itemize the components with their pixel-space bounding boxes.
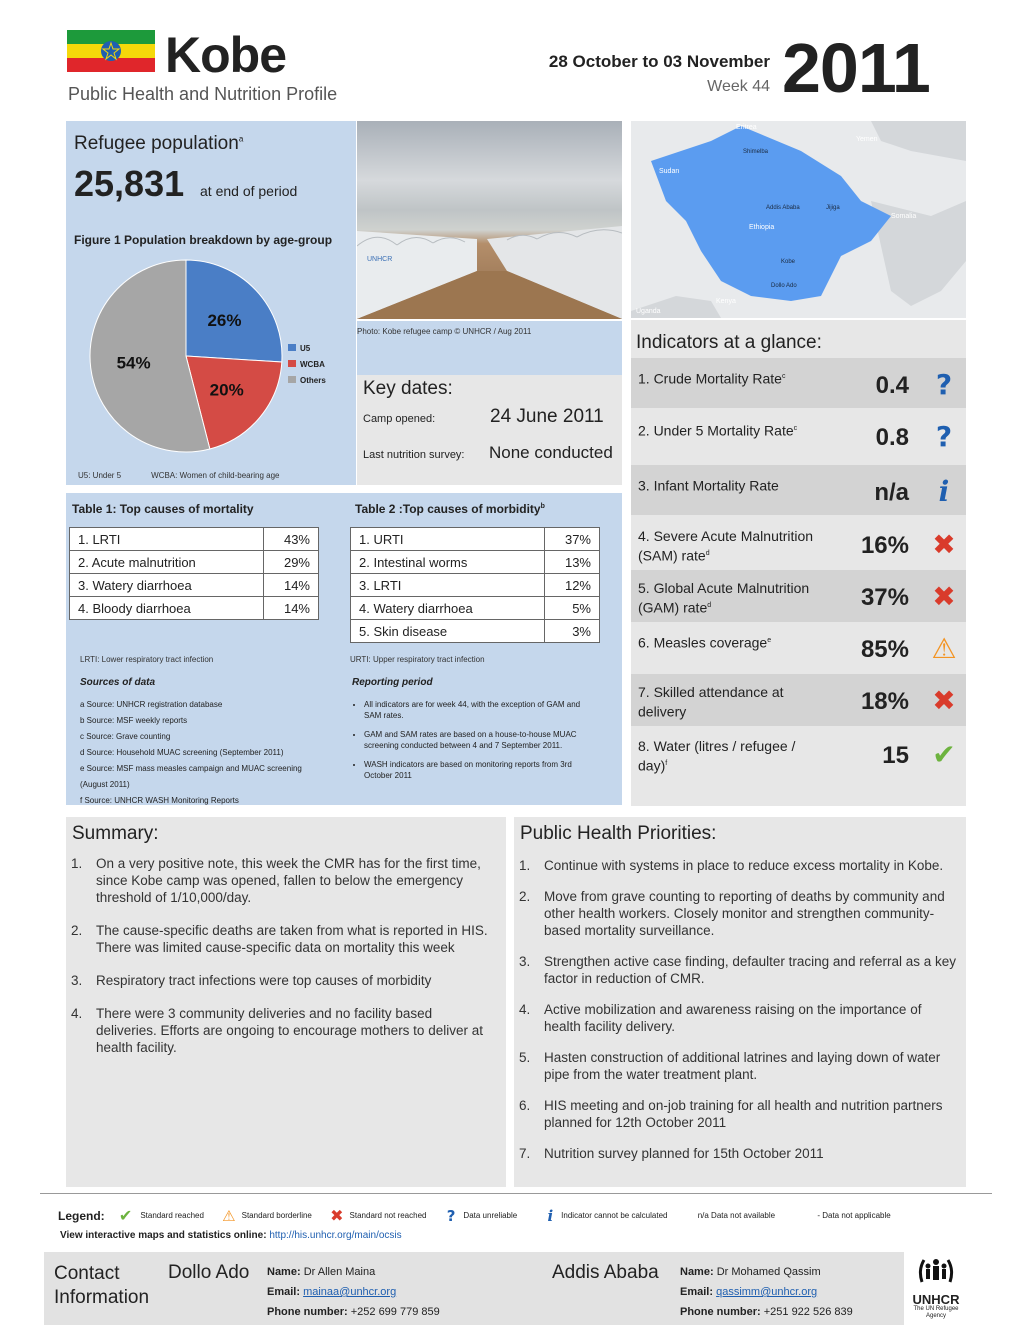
cause-cell: 3. Watery diarrhoea xyxy=(70,574,264,597)
camp-name: Kobe xyxy=(165,27,286,83)
indicator-label: 8. Water (litres / refugee / day)$^f$ xyxy=(638,738,796,774)
contact-title: Contact Information xyxy=(54,1263,150,1308)
indicator-label: 1. Crude Mortality Rate$^c$ xyxy=(638,370,786,387)
indicator-row xyxy=(631,518,966,570)
contact-1-email[interactable]: mainaa@unhcr.org xyxy=(303,1286,397,1298)
survey-value: None conducted xyxy=(489,443,613,462)
cause-cell: 1. URTI xyxy=(351,528,545,551)
photo-caption: Photo: Kobe refugee camp © UNHCR / Aug 2011 xyxy=(357,321,622,375)
legend-cannot-calc: Indicator cannot be calculated xyxy=(561,1211,668,1220)
table-row xyxy=(351,597,600,620)
table-row xyxy=(351,620,600,643)
list-item: 4. Active mobilization and awareness raising on the importance of health facility delivery. xyxy=(519,1002,922,1034)
list-item: 7. Nutrition survey planned for 15th October 2011 xyxy=(519,1146,824,1161)
percent-cell: 43% xyxy=(264,528,319,551)
map-label-shimelba: Shimelba xyxy=(743,149,769,155)
population-count: 25,831 xyxy=(74,163,185,204)
legend-wcba-swatch xyxy=(288,360,296,367)
cause-cell: 5. Skin disease xyxy=(351,620,545,643)
contact-2-email[interactable]: qassimm@unhcr.org xyxy=(716,1286,818,1298)
source-item: b Source: MSF weekly reports xyxy=(80,716,188,725)
reporting-item: • All indicators are for week 44, with the exception of GAM and SAM rates. xyxy=(364,699,582,721)
table-row xyxy=(70,528,319,551)
indicator-label: 7. Skilled attendance at delivery xyxy=(638,684,784,720)
question-icon: ? xyxy=(935,420,953,453)
sources-title: Sources of data xyxy=(80,677,156,688)
legend-not-applicable: - Data not applicable xyxy=(817,1211,891,1220)
contact-bar xyxy=(44,1252,904,1325)
contact-2-phone: +251 922 526 839 xyxy=(763,1306,853,1318)
online-line xyxy=(60,1230,402,1241)
cause-cell: 4. Bloody diarrhoea xyxy=(70,597,264,620)
pie-label-wcba: 20% xyxy=(209,380,244,400)
table-row xyxy=(70,597,319,620)
unhcr-logo-text: UNHCR xyxy=(912,1292,960,1307)
table-row xyxy=(351,528,600,551)
legend-na: n/a Data not available xyxy=(697,1211,776,1220)
report-year: 2011 xyxy=(782,29,930,107)
check-icon: ✔ xyxy=(932,738,956,771)
indicator-label: 4. Severe Acute Malnutrition (SAM) rate$^d$ xyxy=(638,528,814,564)
source-item: c Source: Grave counting xyxy=(80,732,171,741)
sources-list xyxy=(80,697,330,809)
map-label-kobe: Kobe xyxy=(781,259,796,265)
indicator-value: n/a xyxy=(874,479,909,506)
list-item: 3. Strengthen active case finding, defaulter tracing and referral as a key factor in reduction of CMR. xyxy=(519,954,956,986)
priorities-list xyxy=(514,857,959,1176)
reporting-item: • WASH indicators are based on monitoring reports from 3rd October 2011 xyxy=(364,759,582,781)
priorities-title: Public Health Priorities: xyxy=(520,823,717,844)
table-row xyxy=(70,574,319,597)
indicator-value: 0.4 xyxy=(875,372,909,399)
online-label: View interactive maps and statistics online: xyxy=(60,1230,267,1241)
indicators-panel xyxy=(631,320,966,806)
key-dates-panel xyxy=(357,375,622,485)
legend-u5: U5 xyxy=(288,339,326,358)
summary-list xyxy=(66,855,496,1072)
info-icon: i xyxy=(547,1206,554,1225)
warning-icon: ⚠ xyxy=(222,1206,236,1225)
percent-cell: 14% xyxy=(264,597,319,620)
reporting-title: Reporting period xyxy=(352,677,433,688)
contact-2-name: Dr Mohamed Qassim xyxy=(716,1266,821,1278)
info-icon: i xyxy=(938,475,950,508)
svg-text:UNHCR: UNHCR xyxy=(367,256,393,263)
population-period: at end of period xyxy=(200,183,298,199)
map-label-somalia: Somalia xyxy=(891,213,917,220)
map-label-eritrea: Eritrea xyxy=(736,124,757,131)
list-item: 1. On a very positive note, this week the CMR has for the first time, since Kobe camp was opened, fallen to below the emergency threshold of 1/10,000/day. xyxy=(71,856,481,905)
mortality-table xyxy=(69,527,319,620)
list-item: 4. There were 3 community deliveries and no facility based deliveries. Efforts are ongoing to encourage mothers to deliver at health facility. xyxy=(71,1006,483,1055)
indicator-row xyxy=(631,622,966,674)
indicator-label: 3. Infant Mortality Rate xyxy=(638,477,779,494)
camp-opened-value: 24 June 2011 xyxy=(490,406,604,427)
question-icon: ? xyxy=(935,368,953,401)
reporting-item: • GAM and SAM rates are based on a house-to-house MUAC screening conducted between 4 and 7 September 2011. xyxy=(364,729,582,751)
warning-icon: ⚠ xyxy=(931,632,957,665)
percent-cell: 3% xyxy=(545,620,600,643)
map-label-kenya: Kenya xyxy=(716,298,736,305)
cause-cell: 2. Acute malnutrition xyxy=(70,551,264,574)
legend-divider xyxy=(40,1193,992,1194)
mortality-footnote: LRTI: Lower respiratory tract infection xyxy=(80,655,214,664)
legend-standard-borderline: Standard borderline xyxy=(241,1211,312,1220)
unhcr-logo-icon xyxy=(916,1252,956,1288)
unhcr-logo xyxy=(904,1252,968,1325)
cross-icon: ✖ xyxy=(932,528,956,561)
legend-bar xyxy=(58,1206,978,1225)
legend-wcba: WCBA xyxy=(288,355,326,374)
percent-cell: 12% xyxy=(545,574,600,597)
question-icon: ? xyxy=(446,1206,456,1225)
indicator-row xyxy=(631,674,966,726)
camp-opened-label: Camp opened: xyxy=(363,413,436,425)
table-row xyxy=(351,574,600,597)
indicator-row xyxy=(631,465,966,515)
population-title: Refugee population$^a$ xyxy=(74,133,244,154)
cross-icon: ✖ xyxy=(932,684,956,717)
morbidity-title: Table 2 :Top causes of morbidity$^b$ xyxy=(355,502,545,516)
list-item: 6. HIS meeting and on-job training for all health and nutrition partners planned for 12th October 2011 xyxy=(519,1098,943,1130)
population-panel xyxy=(66,121,356,485)
key-dates-title: Key dates: xyxy=(363,378,453,399)
table-row xyxy=(70,551,319,574)
map-label-uganda: Uganda xyxy=(636,308,661,315)
check-icon: ✔ xyxy=(118,1206,133,1225)
population-pie-chart xyxy=(86,256,286,456)
indicator-value: 85% xyxy=(860,636,909,663)
list-item: 2. Move from grave counting to reporting of deaths by community and other health workers. Closely monitor and strengthen community-based mortality surveillance. xyxy=(519,889,945,938)
pie-legend xyxy=(288,339,326,390)
pie-footnote: U5: Under 5 WCBA: Women of child-bearing age xyxy=(78,471,280,480)
mortality-title: Table 1: Top causes of mortality xyxy=(72,502,254,516)
morbidity-footnote: URTI: Upper respiratory tract infection xyxy=(350,655,485,664)
cause-cell: 2. Intestinal worms xyxy=(351,551,545,574)
percent-cell: 5% xyxy=(545,597,600,620)
contact-1-phone: +252 699 779 859 xyxy=(350,1306,440,1318)
unhcr-logo-sub: The UN Refugee Agency xyxy=(913,1306,959,1319)
pie-label-others: 54% xyxy=(116,353,151,373)
map-label-dollo: Dollo Ado xyxy=(771,283,797,289)
source-item: d Source: Household MUAC screening (September 2011) xyxy=(80,748,284,757)
office-addis: Addis Ababa xyxy=(552,1262,659,1283)
list-item: 3. Respiratory tract infections were top causes of morbidity xyxy=(71,973,432,988)
source-item: f Source: UNHCR WASH Monitoring Reports xyxy=(80,796,239,805)
table-row xyxy=(351,551,600,574)
indicator-row xyxy=(631,570,966,622)
legend-others: Others xyxy=(288,371,326,390)
percent-cell: 29% xyxy=(264,551,319,574)
indicator-value: 18% xyxy=(860,688,909,715)
indicator-value: 0.8 xyxy=(875,424,909,451)
percent-cell: 13% xyxy=(545,551,600,574)
percent-cell: 14% xyxy=(264,574,319,597)
cross-icon: ✖ xyxy=(932,580,956,613)
contact-1-name: Dr Allen Maina xyxy=(303,1266,376,1278)
report-week: Week 44 xyxy=(707,78,770,95)
legend-title: Legend: xyxy=(58,1208,105,1223)
list-item: 2. The cause-specific deaths are taken from what is reported in HIS. There was limited cause-specific data on mortality this week xyxy=(71,923,488,955)
figure-caption: Figure 1 Population breakdown by age-group xyxy=(74,233,333,247)
indicator-label: 2. Under 5 Mortality Rate$^c$ xyxy=(638,422,798,439)
summary-panel xyxy=(66,817,506,1187)
tables-panel xyxy=(66,493,622,805)
legend-standard-not-reached: Standard not reached xyxy=(349,1211,427,1220)
reporting-list xyxy=(352,699,582,789)
source-item: a Source: UNHCR registration database xyxy=(80,700,223,709)
map-label-sudan: Sudan xyxy=(659,168,680,175)
source-item: e Source: MSF mass measles campaign and MUAC screening (August 2011) xyxy=(80,764,302,789)
report-dates: 28 October to 03 November xyxy=(548,52,770,71)
priorities-panel xyxy=(514,817,966,1187)
map-label-ethiopia: Ethiopia xyxy=(749,224,775,231)
page-subtitle: Public Health and Nutrition Profile xyxy=(68,84,338,104)
camp-photo xyxy=(357,121,622,319)
indicator-label: 6. Measles coverage$^e$ xyxy=(638,634,772,651)
office-dollo: Dollo Ado xyxy=(168,1262,250,1283)
legend-data-unreliable: Data unreliable xyxy=(463,1211,518,1220)
pie-label-u5: 26% xyxy=(207,310,242,330)
cause-cell: 1. LRTI xyxy=(70,528,264,551)
contact-2: Name: Dr Mohamed Qassim Email: qassimm@unhcr.org Phone number: +251 922 526 839 xyxy=(680,1266,853,1318)
indicator-row xyxy=(631,728,966,806)
cause-cell: 3. LRTI xyxy=(351,574,545,597)
cross-icon: ✖ xyxy=(330,1206,344,1225)
legend-others-swatch xyxy=(288,376,296,383)
indicator-label: 5. Global Acute Malnutrition (GAM) rate$^d$ xyxy=(638,580,810,616)
ethiopia-flag xyxy=(67,30,155,72)
indicator-row xyxy=(631,358,966,408)
map-label-yemen: Yemen xyxy=(856,136,878,143)
indicator-value: 37% xyxy=(860,584,909,611)
indicator-value: 15 xyxy=(882,742,909,769)
list-item: 5. Hasten construction of additional latrines and laying down of water pipe from the water treatment plant. xyxy=(519,1050,941,1082)
summary-title: Summary: xyxy=(72,823,159,844)
indicator-row xyxy=(631,410,966,464)
indicators-title: Indicators at a glance: xyxy=(636,332,822,353)
map-label-addis: Addis Ababa xyxy=(766,205,800,211)
percent-cell: 37% xyxy=(545,528,600,551)
legend-standard-reached: Standard reached xyxy=(140,1211,204,1220)
contact-1: Name: Dr Allen Maina Email: mainaa@unhcr.org Phone number: +252 699 779 859 xyxy=(267,1266,440,1318)
morbidity-table xyxy=(350,527,600,643)
cause-cell: 4. Watery diarrhoea xyxy=(351,597,545,620)
online-link[interactable]: http://his.unhcr.org/main/ocsis xyxy=(269,1230,402,1241)
survey-label: Last nutrition survey: xyxy=(363,449,465,461)
legend-u5-swatch xyxy=(288,344,296,351)
map-label-jijiga: Jijiga xyxy=(826,205,840,211)
location-map xyxy=(631,121,966,318)
list-item: 1. Continue with systems in place to reduce excess mortality in Kobe. xyxy=(519,858,944,873)
indicator-value: 16% xyxy=(860,532,909,559)
